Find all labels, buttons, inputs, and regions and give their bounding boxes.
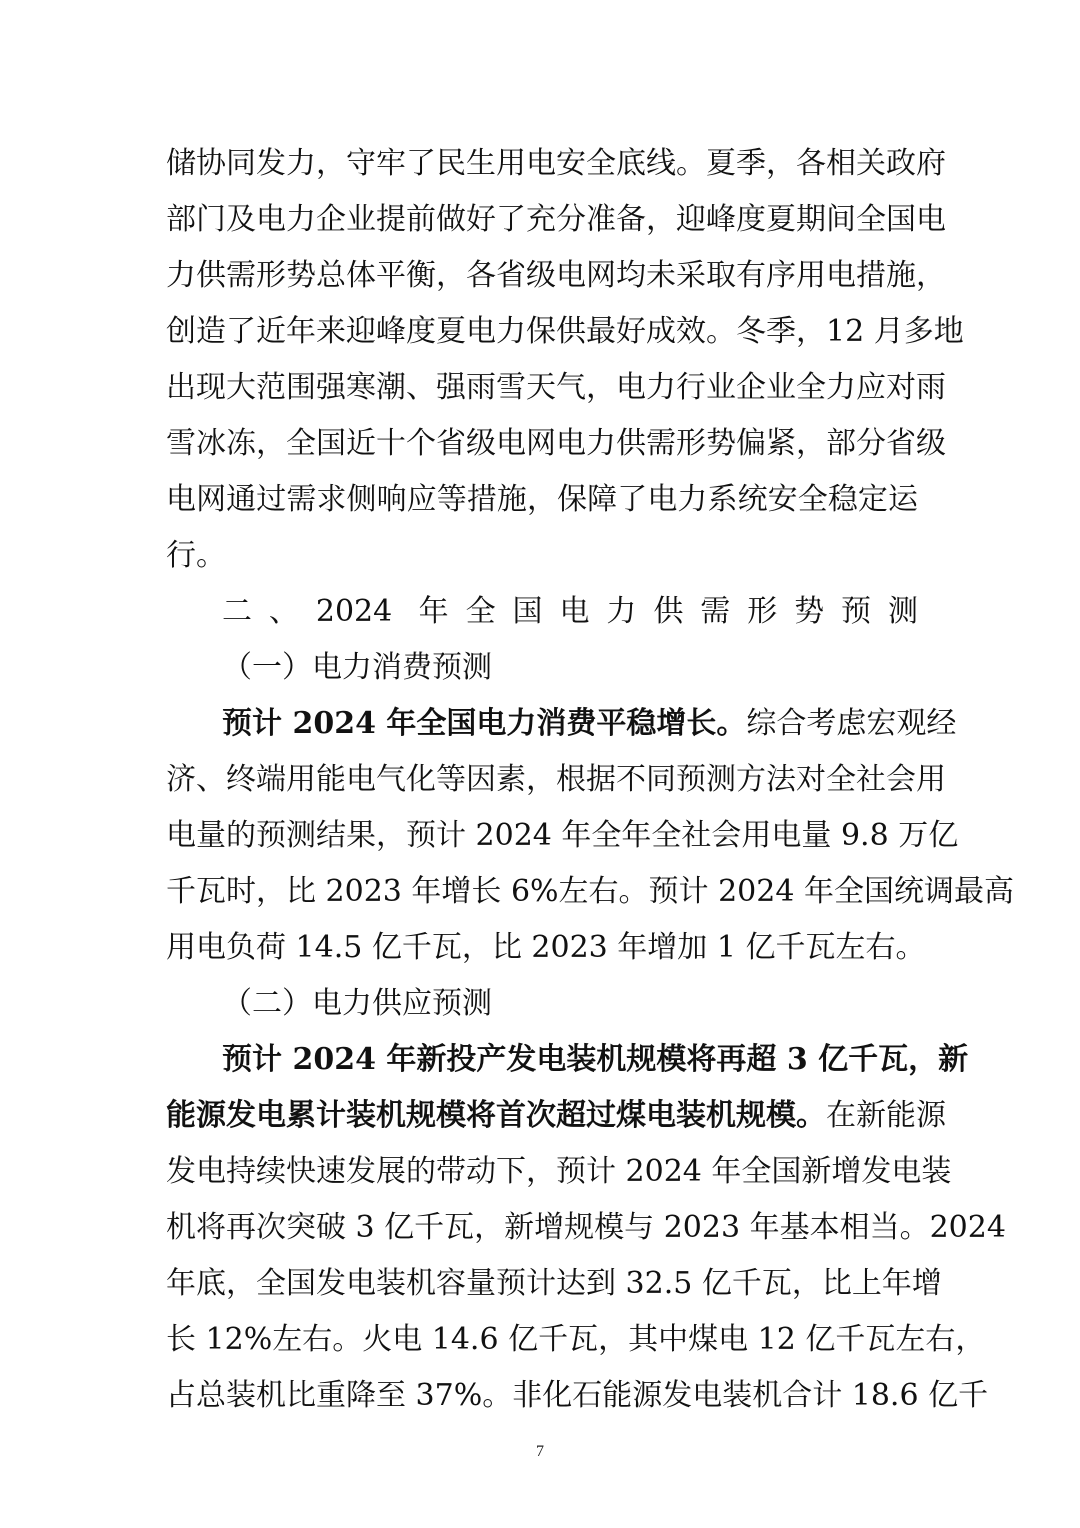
- subsection-heading: （二）电力供应预测: [222, 986, 492, 1021]
- body-line: 部门及电力企业提前做好了充分准备，迎峰度夏期间全国电: [166, 202, 946, 237]
- body-line: 出现大范围强寒潮、强雨雪天气，电力行业企业全力应对雨: [166, 370, 946, 405]
- body-line: 力供需形势总体平衡，各省级电网均未采取有序用电措施，: [166, 258, 946, 293]
- body-line: 电网通过需求侧响应等措施，保障了电力系统安全稳定运: [166, 482, 918, 517]
- body-line: 行。: [166, 538, 226, 573]
- body-line: 用电负荷 14.5 亿千瓦，比 2023 年增加 1 亿千瓦左右。: [166, 930, 926, 965]
- body-line: 济、终端用能电气化等因素，根据不同预测方法对全社会用: [166, 762, 946, 797]
- paragraph-lead-line: [166, 696, 957, 752]
- paragraph-lead-bold: 预计 2024 年全国电力消费平稳增长。: [222, 706, 747, 741]
- body-line: 长 12%左右。火电 14.6 亿千瓦，其中煤电 12 亿千瓦左右，: [166, 1322, 986, 1357]
- body-line: 千瓦时，比 2023 年增长 6%左右。预计 2024 年全国统调最高: [166, 874, 1014, 909]
- body-line: 创造了近年来迎峰度夏电力保供最好成效。冬季，12 月多地: [166, 314, 964, 349]
- body-line: 年底，全国发电装机容量预计达到 32.5 亿千瓦，比上年增: [166, 1266, 942, 1301]
- section-heading: 二、2024 年全国电力供需形势预测: [222, 594, 918, 629]
- body-line: 发电持续快速发展的带动下，预计 2024 年全国新增发电装: [166, 1154, 952, 1189]
- paragraph-lead-rest: 在新能源: [826, 1098, 946, 1133]
- paragraph-lead-line: [166, 1088, 946, 1144]
- body-line: 占总装机比重降至 37%。非化石能源发电装机合计 18.6 亿千: [166, 1378, 989, 1413]
- body-line: 电量的预测结果，预计 2024 年全年全社会用电量 9.8 万亿: [166, 818, 959, 853]
- body-line: 机将再次突破 3 亿千瓦，新增规模与 2023 年基本相当。2024: [166, 1210, 1006, 1245]
- subsection-heading: （一）电力消费预测: [222, 650, 492, 685]
- page-number: 7: [536, 1443, 544, 1460]
- document-page: [166, 136, 1014, 1424]
- paragraph-lead-bold: 能源发电累计装机规模将首次超过煤电装机规模。: [166, 1098, 826, 1133]
- body-line: 储协同发力，守牢了民生用电安全底线。夏季，各相关政府: [166, 146, 946, 181]
- paragraph-lead-bold-line: 预计 2024 年新投产发电装机规模将再超 3 亿千瓦，新: [222, 1042, 969, 1077]
- body-line: 雪冰冻，全国近十个省级电网电力供需形势偏紧，部分省级: [166, 426, 946, 461]
- paragraph-lead-rest: 综合考虑宏观经: [746, 706, 957, 741]
